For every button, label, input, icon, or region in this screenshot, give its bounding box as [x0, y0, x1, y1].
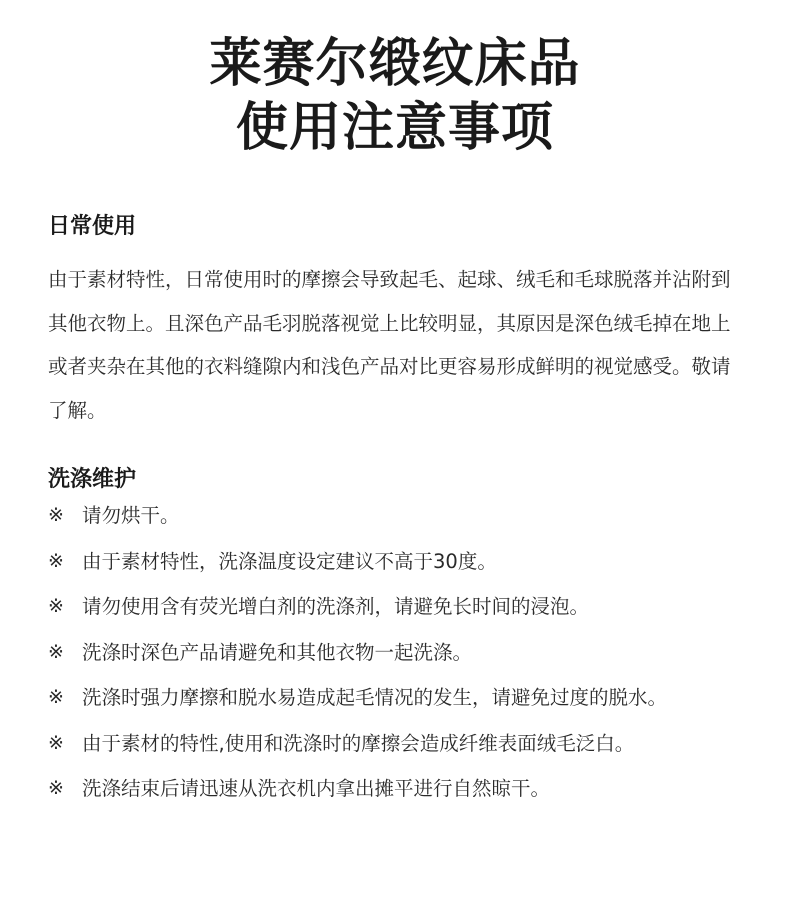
title-line-2: 使用注意事项: [235, 98, 554, 158]
washing-care-heading: 洗涤维护: [48, 467, 137, 492]
washing-notes-list: [48, 504, 742, 800]
note-text: 请勿使用含有荧光增白剂的洗涤剂，请避免长时间的浸泡。: [82, 595, 590, 618]
reference-mark-icon: ※: [48, 731, 64, 754]
reference-mark-icon: ※: [48, 777, 64, 799]
daily-use-paragraph: 由于素材特性，日常使用时的摩擦会导致起毛、起球、绒毛和毛球脱落并沾附到其他衣物上。且深色产品毛羽脱落视觉上比较明显，其原因是深色绒毛掉在地上或者夹杂在其他的衣料缝隙内和浅色产品对比更容易形成鲜明的视觉感受。敬请了解。: [48, 268, 731, 422]
note-item: [48, 641, 742, 664]
note-item: [48, 732, 742, 755]
note-item: [48, 777, 742, 800]
note-item: [48, 504, 742, 527]
note-item: [48, 550, 742, 573]
note-text: 洗涤时强力摩擦和脱水易造成起毛情况的发生，请避免过度的脱水。: [82, 686, 668, 709]
reference-mark-icon: ※: [48, 504, 64, 526]
title-line-1: 莱赛尔缎纹床品: [209, 34, 581, 94]
note-text: 洗涤时深色产品请避免和其他衣物一起洗涤。: [82, 640, 473, 664]
reference-mark-icon: ※: [48, 686, 64, 708]
note-text: 洗涤结束后请迅速从洗衣机内拿出摊平进行自然晾干。: [82, 777, 551, 800]
note-text: 由于素材的特性,使用和洗涤时的摩擦会造成纤维表面绒毛泛白。: [82, 731, 635, 755]
note-item: [48, 595, 742, 618]
reference-mark-icon: ※: [48, 640, 64, 663]
reference-mark-icon: ※: [48, 595, 64, 617]
daily-use-section: [48, 212, 742, 432]
reference-mark-icon: ※: [48, 549, 64, 572]
note-text: 请勿烘干。: [82, 504, 180, 527]
note-text: 由于素材特性，洗涤温度设定建议不高于30度。: [82, 549, 497, 573]
daily-use-heading: 日常使用: [48, 214, 137, 239]
note-item: [48, 686, 742, 709]
washing-care-section: [48, 465, 742, 800]
page-title: [48, 0, 742, 160]
